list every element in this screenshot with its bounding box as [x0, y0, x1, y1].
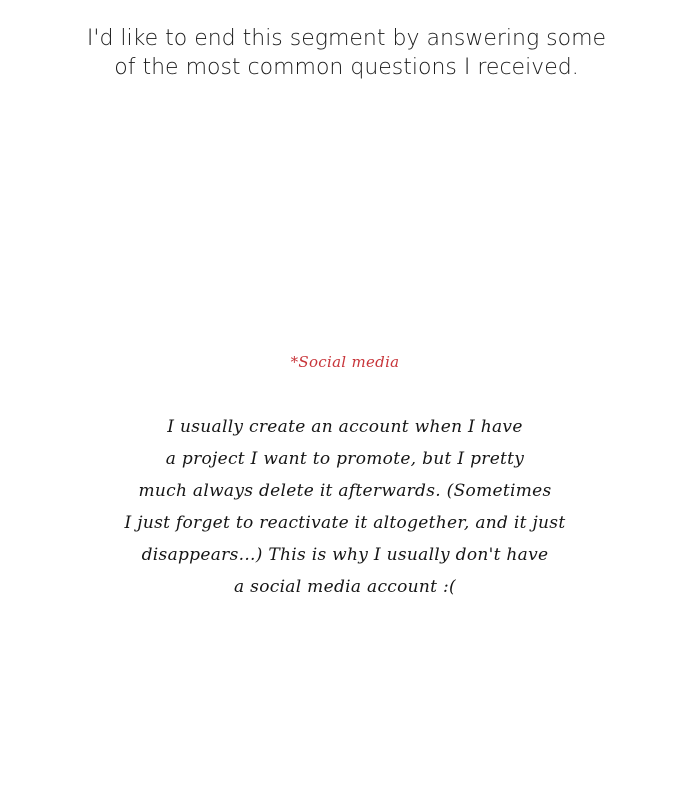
answer-line: a project I want to promote, but I pretty — [165, 449, 525, 469]
answer-line: much always delete it afterwards. (Sometimes — [138, 481, 552, 501]
intro-text — [0, 24, 693, 82]
answer-line: I usually create an account when I have — [167, 417, 523, 437]
answer-text — [0, 411, 690, 603]
intro-line: I'd like to end this segment by answering some — [86, 26, 607, 51]
answer-line: a social media account :( — [234, 577, 456, 597]
answer-line: disappears...) This is why I usually don't have — [141, 545, 549, 565]
intro-line: of the most common questions I received. — [114, 55, 579, 80]
topic-label: *Social media — [290, 353, 400, 371]
answer-line: I just forget to reactivate it altogether, and it just — [124, 513, 566, 533]
